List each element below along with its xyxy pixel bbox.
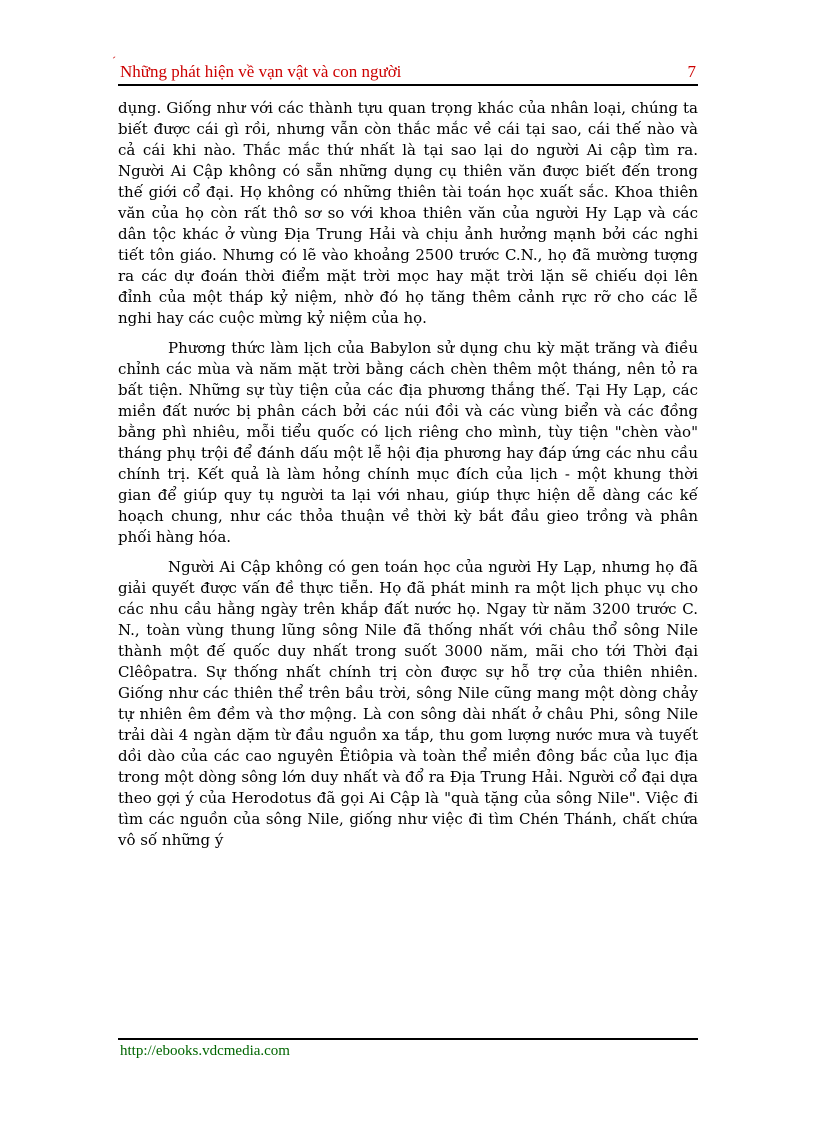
footer-divider (118, 1038, 698, 1040)
running-header (112, 54, 698, 86)
footer-link[interactable]: http://ebooks.vdcmedia.com (120, 1043, 290, 1059)
page-number: 7 (687, 62, 696, 81)
header-accent-mark: ´ (112, 54, 116, 68)
paragraph-3: Người Ai Cập không có gen toán học của người Hy Lạp, nhưng họ đã giải quyết được vấn đề thực tiễn. Họ đã phát minh ra một lịch phục vụ cho các nhu cầu hằng ngày trên khắp đất nước họ. Ngay từ năm 3200 trước C. N., toàn vùng thung lũng sông Nile đã thống nhất với châu thổ sông Nile thành một đế quốc duy nhất trong suốt 3000 năm, mãi cho tới Thời đại Clêôpatra. Sự thống nhất chính trị còn được sự hỗ trợ của thiên nhiên. Giống như các thiên thể trên bầu trời, sông Nile cũng mang một dòng chảy tự nhiên êm đềm và thơ mộng. Là con sông dài nhất ở châu Phi, sông Nile trải dài 4 ngàn dặm từ đầu nguồn xa tắp, thu gom lượng nước mưa và tuyết dồi dào của các cao nguyên Êtiôpia và toàn thể miền đông bắc của lục địa trong một dòng sông lớn duy nhất và đổ ra Địa Trung Hải. Người cổ đại dựa theo gợi ý của Herodotus đã gọi Ai Cập là "quà tặng của sông Nile". Việc đi tìm các nguồn của sông Nile, giống như việc đi tìm Chén Thánh, chất chứa vô số những ý (118, 558, 698, 849)
paragraph-1: dụng. Giống như với các thành tựu quan trọng khác của nhân loại, chúng ta biết được cái gì rồi, nhưng vẫn còn thắc mắc về cái tại sao, cái thế nào và cả cái khi nào. Thắc mắc thứ nhất là tại sao lại do người Ai cập tìm ra. Người Ai Cập không có sẵn những dụng cụ thiên văn được biết đến trong thế giới cổ đại. Họ không có những thiên tài toán học xuất sắc. Khoa thiên văn của họ còn rất thô sơ so với khoa thiên văn của người Hy Lạp và các dân tộc khác ở vùng Địa Trung Hải và chịu ảnh hưởng mạnh bởi các nghi tiết tôn giáo. Nhưng có lẽ vào khoảng 2500 trước C.N., họ đã mường tượng ra các dự đoán thời điểm mặt trời mọc hay mặt trời lặn sẽ chiếu dọi lên đỉnh của một tháp kỷ niệm, nhờ đó họ tăng thêm cảnh rực rỡ cho các lễ nghi hay các cuộc mừng kỷ niệm của họ. (118, 99, 698, 327)
body-text (118, 98, 698, 860)
header-title: Những phát hiện về vạn vật và con người (120, 62, 402, 81)
paragraph-2: Phương thức làm lịch của Babylon sử dụng chu kỳ mặt trăng và điều chỉnh các mùa và năm mặt trời bằng cách chèn thêm một tháng, nên tỏ ra bất tiện. Những sự tùy tiện của các địa phương thắng thế. Tại Hy Lạp, các miền đất nước bị phân cách bởi các núi đồi và các vùng biển và các đồng bằng phì nhiêu, mỗi tiểu quốc có lịch riêng cho mình, tùy tiện "chèn vào" tháng phụ trội để đánh dấu một lễ hội địa phương hay đáp ứng các nhu cầu chính trị. Kết quả là làm hỏng chính mục đích của lịch - một khung thời gian để giúp quy tụ người ta lại với nhau, giúp thực hiện dễ dàng các kế hoạch chung, như các thỏa thuận về thời kỳ bắt đầu gieo trồng và phân phối hàng hóa. (118, 339, 698, 546)
